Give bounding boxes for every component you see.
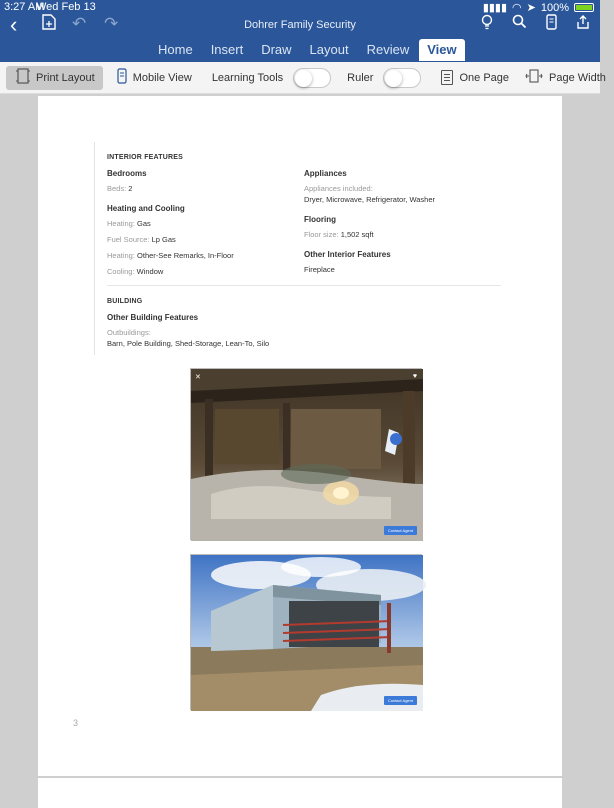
mobile-view-button[interactable] — [109, 66, 200, 90]
ruler-label: Ruler — [347, 71, 374, 84]
status-date: Wed Feb 13 — [36, 1, 96, 13]
interior-features-heading: INTERIOR FEATURES — [107, 154, 183, 161]
building-column — [107, 313, 313, 355]
ruler-toggle[interactable] — [383, 68, 421, 88]
search-icon[interactable] — [512, 14, 527, 34]
tab-draw[interactable]: Draw — [261, 42, 292, 57]
tab-view[interactable]: View — [419, 39, 464, 61]
view-ribbon — [0, 62, 606, 94]
battery-icon — [574, 3, 594, 12]
left-column — [107, 169, 304, 282]
appliances-row: Appliances included: Dryer, Microwave, Refrigerator, Washer — [304, 184, 436, 204]
one-page-icon — [441, 70, 453, 85]
print-layout-label: Print Layout — [36, 71, 95, 84]
document-page[interactable] — [38, 96, 562, 776]
floor-size-row: Floor size: 1,502 sqft — [304, 229, 374, 239]
title-bar — [0, 0, 600, 62]
tab-insert[interactable]: Insert — [210, 42, 244, 57]
learning-tools-label: Learning Tools — [211, 71, 284, 84]
share-icon[interactable] — [575, 14, 591, 35]
tab-layout[interactable]: Layout — [309, 42, 349, 57]
page-number: 3 — [73, 718, 79, 728]
barn-interior-photo[interactable] — [190, 368, 422, 540]
battery-percent: 100% — [540, 1, 569, 14]
tab-review[interactable]: Review — [366, 42, 410, 57]
contact-agent-button[interactable]: Contact Agent — [384, 696, 417, 705]
beds-row: Beds: 2 — [107, 184, 133, 193]
fuel-source-row: Fuel Source: Lp Gas — [107, 234, 176, 244]
page-width-icon — [525, 69, 543, 86]
wifi-icon: ◠ — [512, 2, 522, 14]
learning-tools-toggle-group — [204, 66, 339, 90]
heating-detail-row: Heating: Other-See Remarks, In-Floor — [107, 250, 234, 260]
listing-details — [94, 142, 501, 355]
undo-icon[interactable]: ↶ — [72, 14, 87, 33]
heating-cooling-heading: Heating and Cooling — [107, 203, 185, 213]
mobile-view-icon — [117, 68, 127, 87]
outbuildings-row: Outbuildings: Barn, Pole Building, Shed-Storage, Lean-To, Silo — [107, 328, 270, 349]
status-time: 3:27 AM — [4, 1, 45, 13]
print-layout-button[interactable] — [6, 66, 103, 90]
document-title: Dohrer Family Security — [244, 19, 356, 31]
status-indicators — [483, 1, 594, 14]
appliances-heading: Appliances — [304, 169, 347, 178]
page-width-label: Page Width — [549, 71, 606, 84]
mobile-view-label: Mobile View — [132, 71, 192, 84]
print-layout-icon — [16, 68, 30, 87]
mobile-device-icon[interactable] — [546, 14, 557, 35]
other-building-heading: Other Building Features — [107, 313, 199, 323]
location-icon: ➤ — [526, 2, 536, 14]
other-interior-value: Fireplace — [304, 264, 335, 274]
heating-row: Heating: Gas — [107, 218, 151, 228]
redo-icon[interactable]: ↷ — [104, 14, 119, 33]
one-page-label: One Page — [459, 71, 510, 84]
contact-agent-button[interactable]: Contact Agent — [384, 526, 417, 535]
ribbon-tabs — [150, 39, 467, 61]
lightbulb-icon[interactable] — [481, 14, 493, 35]
ruler-toggle-group — [339, 66, 429, 90]
section-divider — [107, 285, 501, 286]
close-icon[interactable]: ✕ — [195, 374, 201, 381]
right-column — [304, 169, 501, 282]
other-interior-heading: Other Interior Features — [304, 249, 391, 259]
tab-home[interactable]: Home — [158, 42, 193, 57]
page-width-button[interactable] — [517, 66, 614, 90]
status-bar — [0, 0, 600, 14]
building-heading: BUILDING — [107, 298, 143, 306]
pole-building-photo[interactable] — [190, 554, 422, 710]
flooring-heading: Flooring — [304, 214, 336, 224]
signal-icon: ▮▮▮▮ — [482, 2, 508, 14]
heart-icon[interactable]: ♥ — [412, 373, 417, 380]
back-icon[interactable]: ‹ — [10, 12, 18, 37]
cooling-row: Cooling: Window — [107, 266, 164, 276]
next-page[interactable] — [38, 778, 562, 808]
one-page-button[interactable] — [433, 66, 517, 90]
bedrooms-heading: Bedrooms — [107, 169, 147, 178]
learning-tools-toggle[interactable] — [293, 68, 331, 88]
